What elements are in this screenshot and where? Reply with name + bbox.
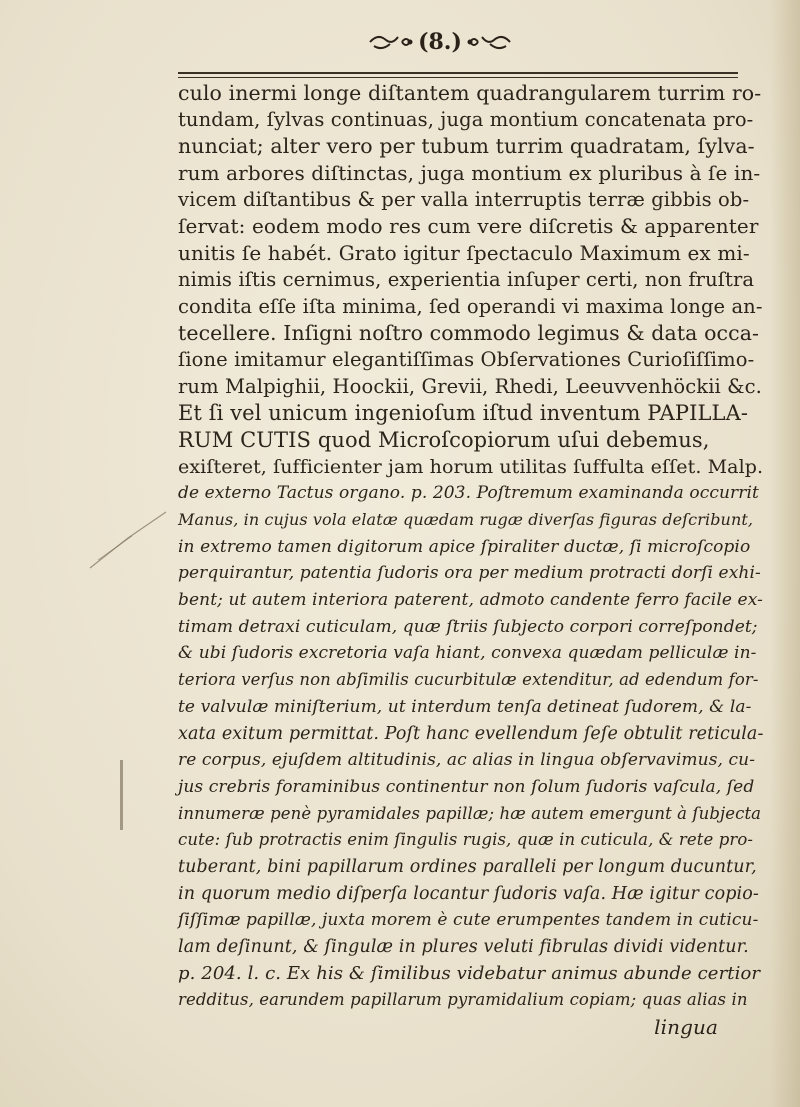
text-line: te valvulæ miniſterium, ut interdum tenſa detineat ſudorem, & la-	[178, 696, 752, 717]
text-line: condita eſſe iſta minima, ſed operandi vi maxima longe an-	[178, 294, 763, 318]
text-line: exiſteret, ſufficienter jam horum utilitas ſuffulta eſſet. Malp.	[178, 455, 764, 478]
text-line: redditus, earundem papillarum pyramidalium copiam; quas alias in	[178, 990, 748, 1010]
text-line: tecellere. Inſigni noſtro commodo legimus & data occa-	[178, 321, 760, 346]
left-ornament-icon	[368, 31, 414, 53]
catchword: lingua	[654, 1015, 718, 1040]
text-line: Et ſi vel unicum ingenioſum iſtud inventum PAPILLA-	[178, 401, 749, 426]
text-line: tundam, ſylvas continuas, juga montium concatenata pro-	[178, 107, 754, 131]
header-rule	[178, 72, 738, 74]
page-header	[280, 22, 600, 62]
text-line: xata exitum permittat. Poſt hanc evellendum ſeſe obtulit reticula-	[178, 723, 764, 744]
text-line: nunciat; alter vero per tubum turrim quadratam, ſylva-	[178, 134, 755, 159]
text-line: lam deſinunt, & ſingulæ in plures veluti fibrulas dividi videntur.	[178, 937, 749, 957]
margin-ink-stroke	[120, 760, 123, 830]
text-line: unitis ſe habét. Grato igitur ſpectaculo Maximum ex mi-	[178, 241, 750, 266]
text-line: culo inermi longe diſtantem quadrangularem turrim ro-	[178, 81, 762, 105]
text-line: de externo Tactus organo. p. 203. Poſtremum examinanda occurrit	[178, 483, 759, 504]
text-line: cute: ſub protractis enim ſingulis rugis, quæ in cuticula, & rete pro-	[178, 830, 754, 850]
text-line: innumeræ penè pyramidales papillæ; hæ autem emergunt à ſubjecta	[178, 803, 762, 823]
header-rule-thin	[178, 77, 738, 78]
text-line: jus crebris foraminibus continentur non ſolum ſudoris vaſcula, ſed	[178, 776, 755, 797]
page-number: (8.)	[418, 29, 462, 55]
text-line: timam detraxi cuticulam, quæ ſtriis ſubjecto corpori correſpondet;	[178, 616, 758, 637]
text-line: RUM CUTIS quod Microſcopiorum uſui debemus,	[178, 427, 710, 452]
body-text	[178, 80, 778, 1041]
text-line: in extremo tamen digitorum apice ſpiraliter ductæ, ſi microſcopio	[178, 536, 751, 557]
text-line: vicem diſtantibus & per valla interruptis terræ gibbis ob-	[178, 187, 750, 211]
text-line: in quorum medio diſperſa locantur ſudoris vaſa. Hæ igitur copio-	[178, 883, 759, 904]
text-line: teriora verſus non abſimilis cucurbitulæ extenditur, ad edendum for-	[178, 670, 759, 690]
text-line: Manus, in cujus vola elatæ quædam rugæ diverſas figuras deſcribunt,	[178, 510, 754, 529]
text-line: tuberant, bini papillarum ordines paralleli per longum ducuntur,	[178, 856, 757, 877]
text-line: ſervat: eodem modo res cum vere diſcretis & apparenter	[178, 214, 759, 239]
text-line: p. 204. l. c. Ex his & ſimilibus videbatur animus abunde certior	[178, 962, 761, 984]
text-line: ſiſſimæ papillæ, juxta morem è cute erumpentes tandem in cuticu-	[178, 910, 759, 931]
right-ornament-icon	[466, 31, 512, 53]
text-line: ſione imitamur elegantiſſimas Obſervationes Curioſiſſimo-	[178, 347, 755, 371]
text-line: nimis iſtis cernimus, experientia inſuper certi, non fruſtra	[178, 267, 755, 291]
margin-pen-mark-icon	[88, 510, 168, 570]
text-line: perquirantur, patentia ſudoris ora per medium protracti dorſi exhi-	[178, 563, 761, 584]
text-line: re corpus, ejuſdem altitudinis, ac alias in lingua obſervavimus, cu-	[178, 750, 756, 771]
text-line: rum arbores diſtinctas, juga montium ex pluribus à ſe in-	[178, 161, 761, 186]
text-line: & ubi ſudoris excretoria vaſa hiant, convexa quædam pelliculæ in-	[178, 643, 757, 664]
text-line: bent; ut autem interiora paterent, admoto candente ferro facile ex-	[178, 590, 763, 611]
text-line: rum Malpighii, Hoockii, Grevii, Rhedi, Leeuvvenhöckii &c.	[178, 374, 762, 398]
